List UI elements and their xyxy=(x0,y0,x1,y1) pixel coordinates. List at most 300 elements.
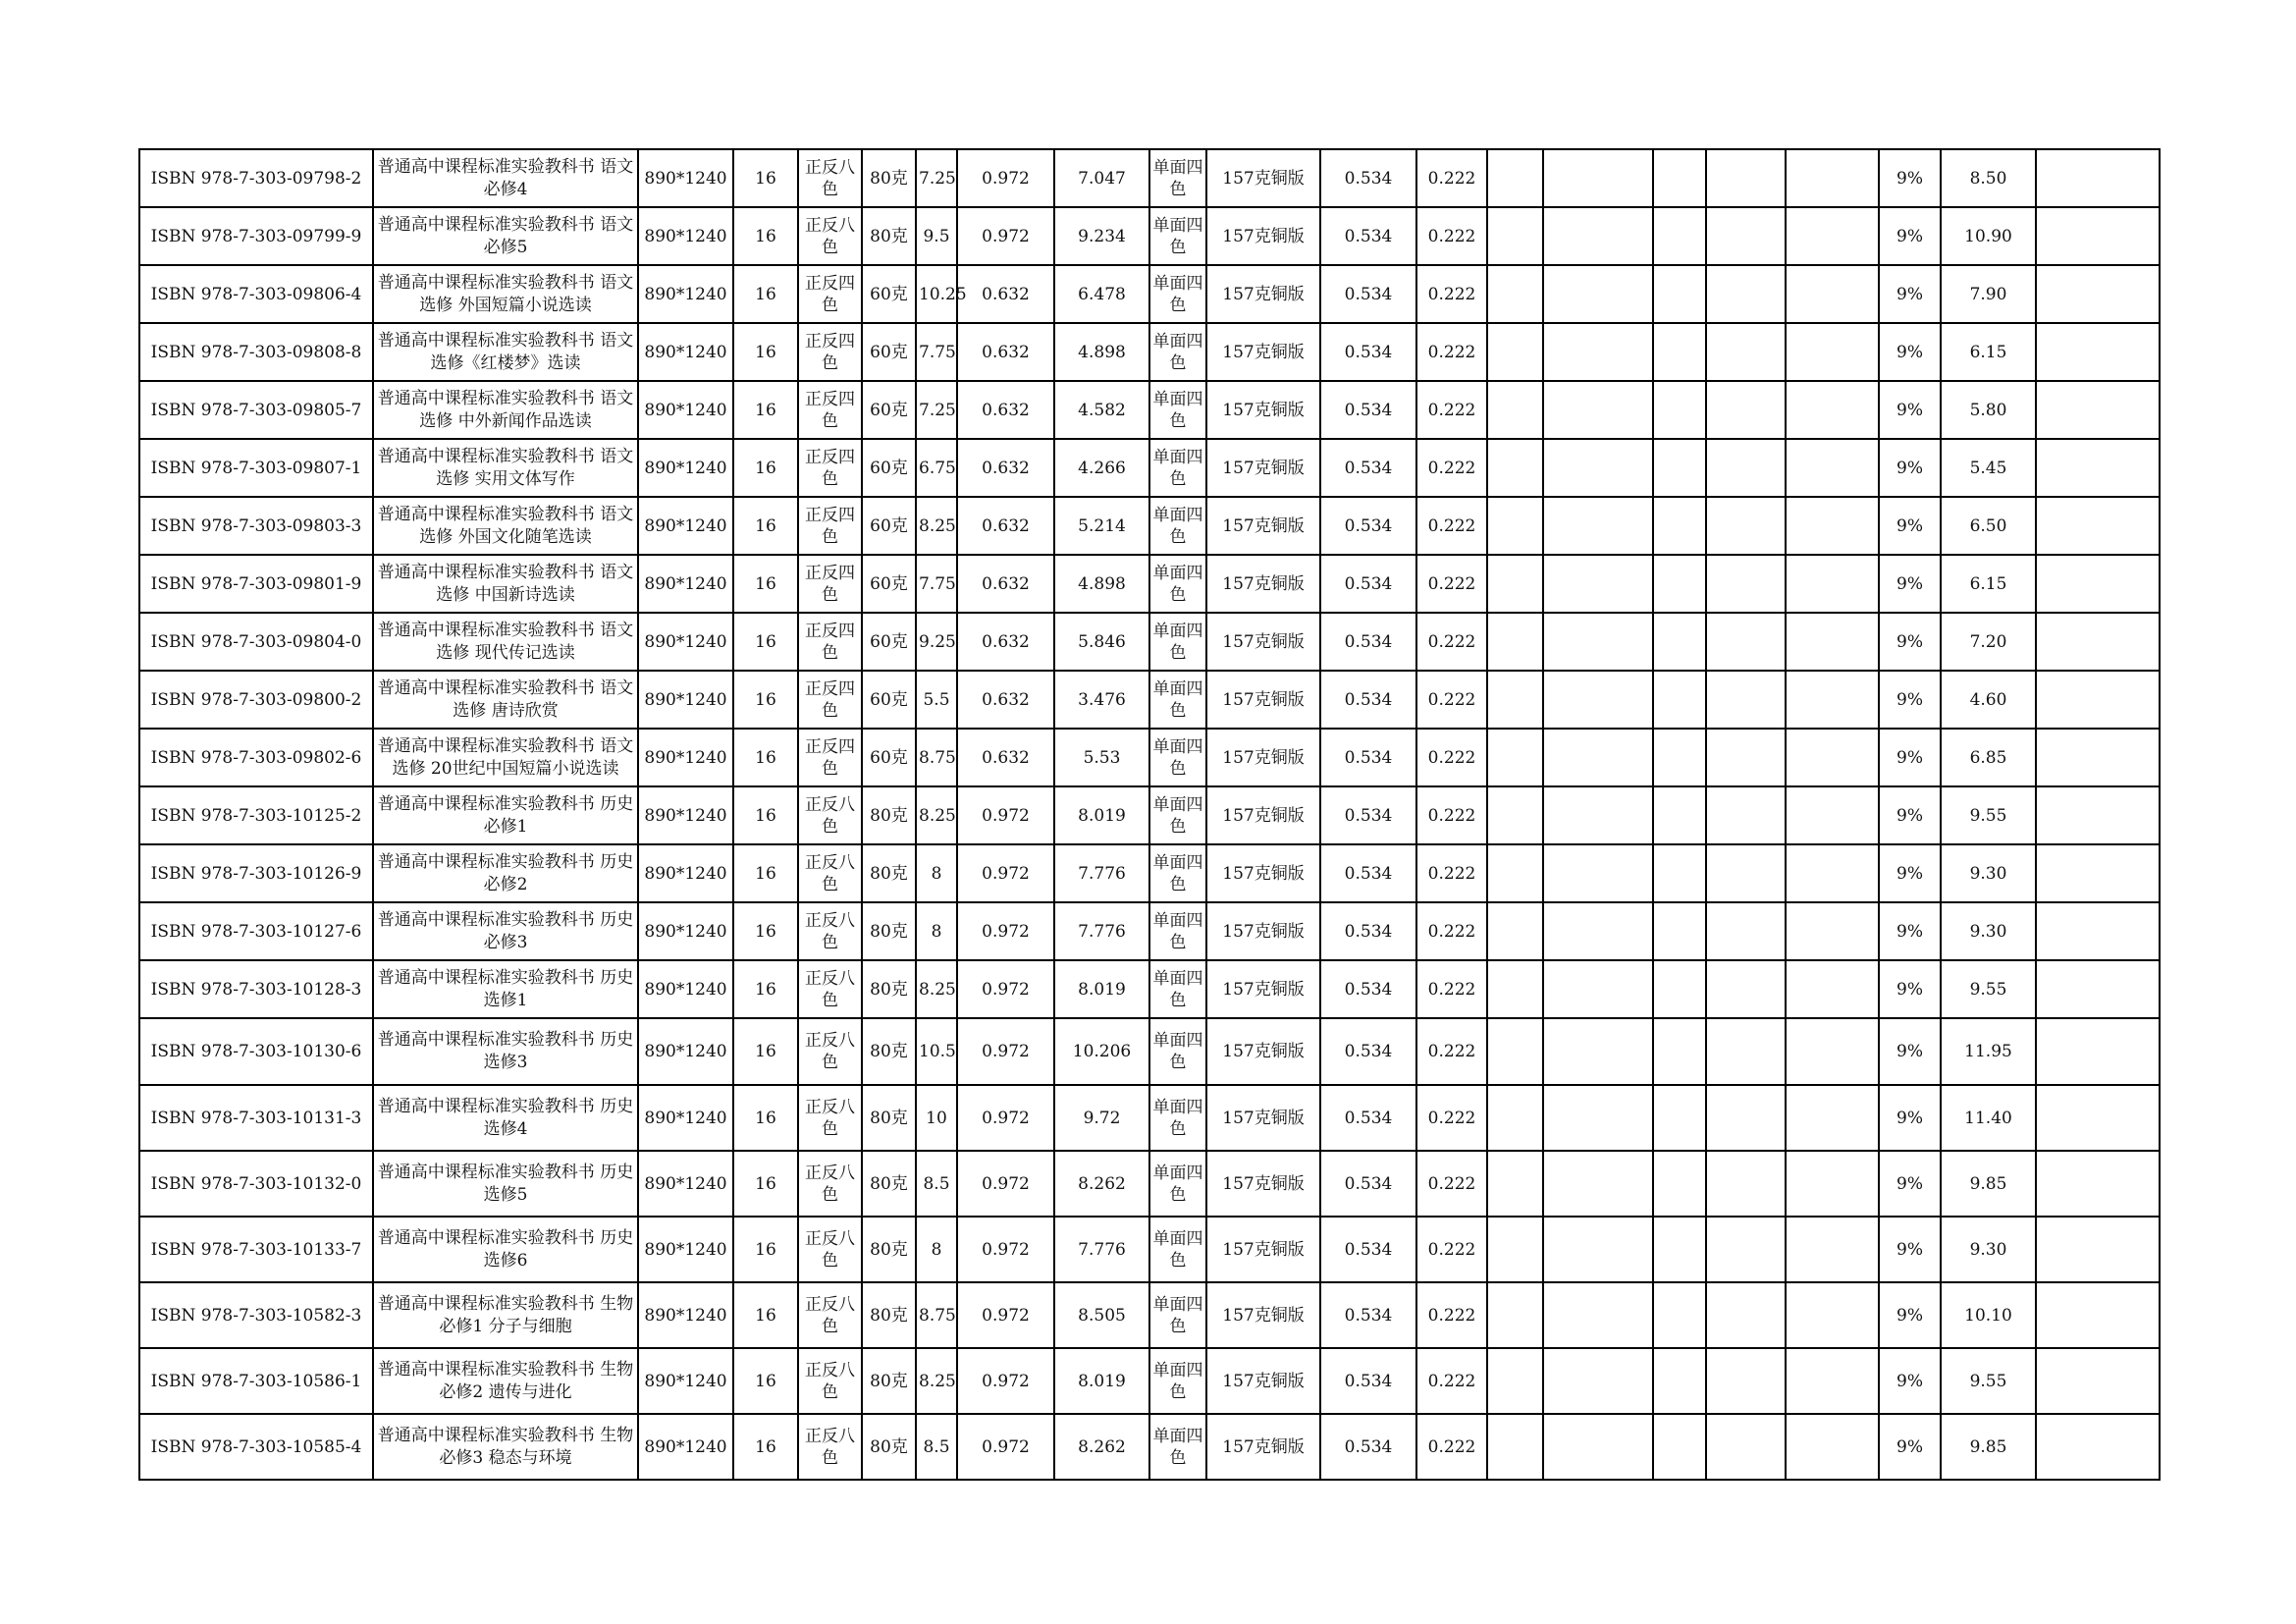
cell-cover-paper: 157克铜版 xyxy=(1206,1348,1320,1414)
cell-blank-5 xyxy=(1786,844,1879,902)
cell-blank-5 xyxy=(1786,902,1879,960)
cell-title: 普通高中课程标准实验教科书 语文选修 中国新诗选读 xyxy=(373,555,638,613)
cell-cover-paper: 157克铜版 xyxy=(1206,439,1320,497)
cell-remark xyxy=(2036,1151,2160,1217)
cell-price: 8.50 xyxy=(1941,149,2036,207)
cell-rate: 9% xyxy=(1879,902,1941,960)
cell-isbn: ISBN 978-7-303-10126-9 xyxy=(139,844,373,902)
cell-format: 890*1240 xyxy=(638,844,733,902)
cell-fold: 16 xyxy=(733,1151,798,1217)
cell-sheets: 7.75 xyxy=(916,555,957,613)
cell-sheets: 8.25 xyxy=(916,960,957,1018)
cell-format: 890*1240 xyxy=(638,1151,733,1217)
cell-blank-5 xyxy=(1786,149,1879,207)
table-row xyxy=(139,1414,2160,1480)
cell-fold: 16 xyxy=(733,1217,798,1282)
cell-format: 890*1240 xyxy=(638,439,733,497)
cell-unit-price: 0.632 xyxy=(957,613,1054,671)
cell-remark xyxy=(2036,149,2160,207)
cell-fold: 16 xyxy=(733,497,798,555)
table-row xyxy=(139,1282,2160,1348)
cell-blank-5 xyxy=(1786,1282,1879,1348)
cell-print-color: 正反八色 xyxy=(798,844,862,902)
cell-paper-weight: 80克 xyxy=(862,902,916,960)
cell-blank-5 xyxy=(1786,439,1879,497)
cell-blank-1 xyxy=(1487,265,1543,323)
cell-print-color: 正反四色 xyxy=(798,671,862,729)
cell-cover-paper: 157克铜版 xyxy=(1206,555,1320,613)
cell-blank-3 xyxy=(1653,265,1706,323)
cell-blank-2 xyxy=(1543,149,1653,207)
cell-format: 890*1240 xyxy=(638,1414,733,1480)
cell-cover-cost: 0.222 xyxy=(1416,555,1487,613)
cell-blank-2 xyxy=(1543,1217,1653,1282)
table-row xyxy=(139,902,2160,960)
cell-unit-price: 0.972 xyxy=(957,1018,1054,1085)
cell-blank-1 xyxy=(1487,671,1543,729)
cell-blank-5 xyxy=(1786,671,1879,729)
cell-blank-1 xyxy=(1487,1217,1543,1282)
cell-cover-cost: 0.222 xyxy=(1416,671,1487,729)
cell-paper-weight: 60克 xyxy=(862,265,916,323)
cell-unit-price: 0.972 xyxy=(957,149,1054,207)
cell-paper-cost: 8.019 xyxy=(1054,960,1149,1018)
table-row xyxy=(139,1151,2160,1217)
cell-blank-1 xyxy=(1487,323,1543,381)
cell-cover-cost: 0.222 xyxy=(1416,1151,1487,1217)
cell-rate: 9% xyxy=(1879,439,1941,497)
cell-blank-4 xyxy=(1706,613,1786,671)
cell-blank-5 xyxy=(1786,323,1879,381)
cell-unit-price: 0.632 xyxy=(957,497,1054,555)
cell-sheets: 7.25 xyxy=(916,381,957,439)
cell-isbn: ISBN 978-7-303-10133-7 xyxy=(139,1217,373,1282)
cell-paper-cost: 4.898 xyxy=(1054,555,1149,613)
cell-blank-4 xyxy=(1706,729,1786,786)
cell-rate: 9% xyxy=(1879,786,1941,844)
cell-format: 890*1240 xyxy=(638,1217,733,1282)
cell-sheets: 7.75 xyxy=(916,323,957,381)
cell-cover-print: 单面四色 xyxy=(1149,613,1206,671)
cell-blank-3 xyxy=(1653,786,1706,844)
cell-paper-weight: 60克 xyxy=(862,729,916,786)
cell-blank-5 xyxy=(1786,1151,1879,1217)
cell-cover-paper: 157克铜版 xyxy=(1206,902,1320,960)
table-row xyxy=(139,1348,2160,1414)
cell-blank-2 xyxy=(1543,381,1653,439)
cell-price: 9.85 xyxy=(1941,1414,2036,1480)
cell-title: 普通高中课程标准实验教科书 历史选修5 xyxy=(373,1151,638,1217)
cell-print-color: 正反四色 xyxy=(798,381,862,439)
cell-paper-cost: 5.53 xyxy=(1054,729,1149,786)
cell-unit-price: 0.972 xyxy=(957,844,1054,902)
cell-paper-weight: 80克 xyxy=(862,844,916,902)
table-row xyxy=(139,265,2160,323)
cell-blank-1 xyxy=(1487,1085,1543,1151)
table-row xyxy=(139,555,2160,613)
cell-cover-print: 单面四色 xyxy=(1149,960,1206,1018)
cell-print-color: 正反八色 xyxy=(798,1018,862,1085)
cell-fold: 16 xyxy=(733,671,798,729)
cell-blank-4 xyxy=(1706,497,1786,555)
cell-blank-3 xyxy=(1653,1018,1706,1085)
cell-isbn: ISBN 978-7-303-09803-3 xyxy=(139,497,373,555)
cell-cover-price: 0.534 xyxy=(1320,265,1416,323)
cell-fold: 16 xyxy=(733,902,798,960)
cell-remark xyxy=(2036,671,2160,729)
cell-unit-price: 0.972 xyxy=(957,207,1054,265)
cell-isbn: ISBN 978-7-303-09798-2 xyxy=(139,149,373,207)
cell-cover-price: 0.534 xyxy=(1320,613,1416,671)
cell-isbn: ISBN 978-7-303-09808-8 xyxy=(139,323,373,381)
cell-cover-paper: 157克铜版 xyxy=(1206,613,1320,671)
cell-blank-2 xyxy=(1543,671,1653,729)
cell-cover-cost: 0.222 xyxy=(1416,844,1487,902)
cell-blank-2 xyxy=(1543,1348,1653,1414)
cell-blank-1 xyxy=(1487,1018,1543,1085)
cell-paper-cost: 9.72 xyxy=(1054,1085,1149,1151)
cell-cover-cost: 0.222 xyxy=(1416,1018,1487,1085)
cell-blank-4 xyxy=(1706,265,1786,323)
cell-blank-3 xyxy=(1653,960,1706,1018)
cell-title: 普通高中课程标准实验教科书 语文选修 外国短篇小说选读 xyxy=(373,265,638,323)
cell-paper-cost: 8.505 xyxy=(1054,1282,1149,1348)
cell-rate: 9% xyxy=(1879,1018,1941,1085)
cell-fold: 16 xyxy=(733,381,798,439)
cell-fold: 16 xyxy=(733,786,798,844)
cell-blank-2 xyxy=(1543,323,1653,381)
cell-fold: 16 xyxy=(733,555,798,613)
cell-blank-4 xyxy=(1706,1151,1786,1217)
cell-rate: 9% xyxy=(1879,1085,1941,1151)
cell-isbn: ISBN 978-7-303-10131-3 xyxy=(139,1085,373,1151)
cell-fold: 16 xyxy=(733,613,798,671)
cell-blank-5 xyxy=(1786,265,1879,323)
cell-print-color: 正反八色 xyxy=(798,1282,862,1348)
cell-paper-weight: 60克 xyxy=(862,555,916,613)
cell-cover-paper: 157克铜版 xyxy=(1206,786,1320,844)
cell-blank-4 xyxy=(1706,555,1786,613)
cell-paper-cost: 4.266 xyxy=(1054,439,1149,497)
cell-price: 11.40 xyxy=(1941,1085,2036,1151)
cell-paper-weight: 80克 xyxy=(862,149,916,207)
cell-format: 890*1240 xyxy=(638,149,733,207)
cell-price: 9.55 xyxy=(1941,1348,2036,1414)
cell-print-color: 正反八色 xyxy=(798,1348,862,1414)
cell-blank-4 xyxy=(1706,381,1786,439)
cell-remark xyxy=(2036,786,2160,844)
cell-blank-3 xyxy=(1653,207,1706,265)
cell-isbn: ISBN 978-7-303-09802-6 xyxy=(139,729,373,786)
cell-cover-print: 单面四色 xyxy=(1149,1217,1206,1282)
cell-title: 普通高中课程标准实验教科书 生物必修1 分子与细胞 xyxy=(373,1282,638,1348)
cell-cover-print: 单面四色 xyxy=(1149,786,1206,844)
cell-price: 9.55 xyxy=(1941,786,2036,844)
cell-blank-3 xyxy=(1653,671,1706,729)
cell-blank-1 xyxy=(1487,844,1543,902)
cell-isbn: ISBN 978-7-303-10130-6 xyxy=(139,1018,373,1085)
cell-cover-cost: 0.222 xyxy=(1416,497,1487,555)
cell-paper-weight: 80克 xyxy=(862,786,916,844)
cell-paper-cost: 4.582 xyxy=(1054,381,1149,439)
cell-cover-price: 0.534 xyxy=(1320,1151,1416,1217)
cell-blank-4 xyxy=(1706,1282,1786,1348)
cell-rate: 9% xyxy=(1879,613,1941,671)
cell-cover-print: 单面四色 xyxy=(1149,439,1206,497)
cell-cover-paper: 157克铜版 xyxy=(1206,1414,1320,1480)
cell-blank-4 xyxy=(1706,439,1786,497)
cell-sheets: 9.25 xyxy=(916,613,957,671)
cell-blank-1 xyxy=(1487,149,1543,207)
cell-sheets: 8 xyxy=(916,902,957,960)
cell-paper-weight: 80克 xyxy=(862,1282,916,1348)
table-row xyxy=(139,439,2160,497)
cell-cover-paper: 157克铜版 xyxy=(1206,323,1320,381)
cell-blank-3 xyxy=(1653,439,1706,497)
cell-rate: 9% xyxy=(1879,1282,1941,1348)
cell-cover-print: 单面四色 xyxy=(1149,555,1206,613)
cell-blank-2 xyxy=(1543,1282,1653,1348)
cell-cover-print: 单面四色 xyxy=(1149,149,1206,207)
cell-blank-3 xyxy=(1653,613,1706,671)
cell-cover-paper: 157克铜版 xyxy=(1206,207,1320,265)
cell-cover-paper: 157克铜版 xyxy=(1206,671,1320,729)
cell-paper-weight: 60克 xyxy=(862,381,916,439)
cell-rate: 9% xyxy=(1879,497,1941,555)
cell-blank-4 xyxy=(1706,1018,1786,1085)
cell-cover-cost: 0.222 xyxy=(1416,902,1487,960)
cell-blank-1 xyxy=(1487,381,1543,439)
cell-isbn: ISBN 978-7-303-10132-0 xyxy=(139,1151,373,1217)
cell-blank-2 xyxy=(1543,207,1653,265)
cell-paper-cost: 8.262 xyxy=(1054,1414,1149,1480)
cell-price: 10.90 xyxy=(1941,207,2036,265)
cell-title: 普通高中课程标准实验教科书 历史必修1 xyxy=(373,786,638,844)
cell-sheets: 8.25 xyxy=(916,1348,957,1414)
cell-title: 普通高中课程标准实验教科书 历史必修2 xyxy=(373,844,638,902)
table-row xyxy=(139,613,2160,671)
cell-cover-print: 单面四色 xyxy=(1149,1151,1206,1217)
cell-cover-print: 单面四色 xyxy=(1149,1282,1206,1348)
cell-cover-price: 0.534 xyxy=(1320,729,1416,786)
cell-remark xyxy=(2036,1217,2160,1282)
cell-sheets: 8.5 xyxy=(916,1151,957,1217)
cell-title: 普通高中课程标准实验教科书 历史选修4 xyxy=(373,1085,638,1151)
cell-title: 普通高中课程标准实验教科书 语文选修 唐诗欣赏 xyxy=(373,671,638,729)
cell-blank-2 xyxy=(1543,497,1653,555)
cell-blank-2 xyxy=(1543,902,1653,960)
table-row xyxy=(139,960,2160,1018)
cell-paper-cost: 8.019 xyxy=(1054,1348,1149,1414)
cell-blank-5 xyxy=(1786,207,1879,265)
cell-paper-weight: 60克 xyxy=(862,439,916,497)
cell-isbn: ISBN 978-7-303-10127-6 xyxy=(139,902,373,960)
cell-fold: 16 xyxy=(733,439,798,497)
cell-unit-price: 0.972 xyxy=(957,1414,1054,1480)
cell-paper-cost: 9.234 xyxy=(1054,207,1149,265)
cell-cover-print: 单面四色 xyxy=(1149,844,1206,902)
cell-paper-weight: 80克 xyxy=(862,1018,916,1085)
cell-format: 890*1240 xyxy=(638,265,733,323)
cell-paper-weight: 80克 xyxy=(862,207,916,265)
cell-blank-2 xyxy=(1543,960,1653,1018)
cell-isbn: ISBN 978-7-303-09804-0 xyxy=(139,613,373,671)
cell-blank-1 xyxy=(1487,207,1543,265)
cell-fold: 16 xyxy=(733,1348,798,1414)
cell-blank-1 xyxy=(1487,613,1543,671)
cell-print-color: 正反四色 xyxy=(798,265,862,323)
cell-sheets: 8 xyxy=(916,1217,957,1282)
cell-paper-cost: 5.214 xyxy=(1054,497,1149,555)
cell-blank-2 xyxy=(1543,729,1653,786)
cell-sheets: 8 xyxy=(916,844,957,902)
cell-remark xyxy=(2036,497,2160,555)
cell-price: 6.50 xyxy=(1941,497,2036,555)
cell-remark xyxy=(2036,1018,2160,1085)
cell-cover-paper: 157克铜版 xyxy=(1206,960,1320,1018)
cell-blank-5 xyxy=(1786,497,1879,555)
cell-blank-1 xyxy=(1487,902,1543,960)
cell-title: 普通高中课程标准实验教科书 历史必修3 xyxy=(373,902,638,960)
cell-rate: 9% xyxy=(1879,323,1941,381)
cell-unit-price: 0.972 xyxy=(957,1151,1054,1217)
cell-cover-price: 0.534 xyxy=(1320,960,1416,1018)
cell-cover-cost: 0.222 xyxy=(1416,323,1487,381)
cell-paper-cost: 7.776 xyxy=(1054,902,1149,960)
cell-price: 7.90 xyxy=(1941,265,2036,323)
cell-isbn: ISBN 978-7-303-09807-1 xyxy=(139,439,373,497)
cell-cover-print: 单面四色 xyxy=(1149,265,1206,323)
cell-format: 890*1240 xyxy=(638,902,733,960)
cell-blank-4 xyxy=(1706,1217,1786,1282)
cell-rate: 9% xyxy=(1879,1348,1941,1414)
table-row xyxy=(139,786,2160,844)
table-row xyxy=(139,497,2160,555)
cell-unit-price: 0.972 xyxy=(957,960,1054,1018)
cell-price: 6.15 xyxy=(1941,323,2036,381)
cell-format: 890*1240 xyxy=(638,381,733,439)
table-row xyxy=(139,207,2160,265)
cell-cover-paper: 157克铜版 xyxy=(1206,1018,1320,1085)
cell-fold: 16 xyxy=(733,323,798,381)
cell-sheets: 6.75 xyxy=(916,439,957,497)
cell-blank-2 xyxy=(1543,265,1653,323)
cell-unit-price: 0.632 xyxy=(957,323,1054,381)
cell-fold: 16 xyxy=(733,1282,798,1348)
cell-cover-price: 0.534 xyxy=(1320,555,1416,613)
cell-blank-3 xyxy=(1653,381,1706,439)
cell-sheets: 5.5 xyxy=(916,671,957,729)
table-row xyxy=(139,671,2160,729)
cell-rate: 9% xyxy=(1879,1414,1941,1480)
cell-sheets: 8.25 xyxy=(916,786,957,844)
cell-fold: 16 xyxy=(733,265,798,323)
cell-rate: 9% xyxy=(1879,1151,1941,1217)
cell-paper-weight: 80克 xyxy=(862,960,916,1018)
cell-blank-5 xyxy=(1786,960,1879,1018)
cell-blank-4 xyxy=(1706,1348,1786,1414)
cell-cover-cost: 0.222 xyxy=(1416,960,1487,1018)
cell-fold: 16 xyxy=(733,1414,798,1480)
cell-rate: 9% xyxy=(1879,555,1941,613)
cell-unit-price: 0.632 xyxy=(957,439,1054,497)
cell-cover-print: 单面四色 xyxy=(1149,323,1206,381)
cell-blank-4 xyxy=(1706,671,1786,729)
cell-format: 890*1240 xyxy=(638,1348,733,1414)
cell-cover-price: 0.534 xyxy=(1320,439,1416,497)
cell-format: 890*1240 xyxy=(638,207,733,265)
cell-paper-weight: 60克 xyxy=(862,613,916,671)
cell-rate: 9% xyxy=(1879,960,1941,1018)
cell-price: 9.30 xyxy=(1941,1217,2036,1282)
cell-unit-price: 0.632 xyxy=(957,555,1054,613)
cell-cover-print: 单面四色 xyxy=(1149,671,1206,729)
cell-blank-1 xyxy=(1487,960,1543,1018)
cell-print-color: 正反四色 xyxy=(798,555,862,613)
cell-cover-cost: 0.222 xyxy=(1416,1085,1487,1151)
cell-cover-price: 0.534 xyxy=(1320,381,1416,439)
cell-cover-cost: 0.222 xyxy=(1416,1217,1487,1282)
cell-format: 890*1240 xyxy=(638,1282,733,1348)
cell-sheets: 9.5 xyxy=(916,207,957,265)
cell-cover-print: 单面四色 xyxy=(1149,497,1206,555)
cell-isbn: ISBN 978-7-303-10586-1 xyxy=(139,1348,373,1414)
cell-blank-3 xyxy=(1653,555,1706,613)
cell-sheets: 8.25 xyxy=(916,497,957,555)
cell-blank-2 xyxy=(1543,844,1653,902)
cell-paper-cost: 7.776 xyxy=(1054,1217,1149,1282)
cell-print-color: 正反四色 xyxy=(798,323,862,381)
cell-format: 890*1240 xyxy=(638,497,733,555)
table-row xyxy=(139,729,2160,786)
cell-blank-5 xyxy=(1786,1414,1879,1480)
cell-price: 6.15 xyxy=(1941,555,2036,613)
cell-cover-cost: 0.222 xyxy=(1416,613,1487,671)
cell-print-color: 正反八色 xyxy=(798,207,862,265)
cell-blank-4 xyxy=(1706,323,1786,381)
cell-blank-4 xyxy=(1706,1414,1786,1480)
cell-cover-paper: 157克铜版 xyxy=(1206,265,1320,323)
cell-unit-price: 0.972 xyxy=(957,1348,1054,1414)
cell-print-color: 正反八色 xyxy=(798,1414,862,1480)
cell-rate: 9% xyxy=(1879,381,1941,439)
cell-cover-cost: 0.222 xyxy=(1416,265,1487,323)
cell-blank-5 xyxy=(1786,381,1879,439)
cell-paper-cost: 4.898 xyxy=(1054,323,1149,381)
cell-paper-cost: 6.478 xyxy=(1054,265,1149,323)
table-row xyxy=(139,1085,2160,1151)
cell-blank-3 xyxy=(1653,1348,1706,1414)
cell-paper-cost: 10.206 xyxy=(1054,1018,1149,1085)
cell-fold: 16 xyxy=(733,729,798,786)
cell-cover-paper: 157克铜版 xyxy=(1206,1151,1320,1217)
cell-blank-4 xyxy=(1706,1085,1786,1151)
cell-price: 10.10 xyxy=(1941,1282,2036,1348)
cell-remark xyxy=(2036,555,2160,613)
cell-cover-paper: 157克铜版 xyxy=(1206,1282,1320,1348)
cell-unit-price: 0.632 xyxy=(957,671,1054,729)
cell-blank-3 xyxy=(1653,1085,1706,1151)
cell-blank-4 xyxy=(1706,207,1786,265)
cell-cover-cost: 0.222 xyxy=(1416,1414,1487,1480)
cell-blank-5 xyxy=(1786,729,1879,786)
cell-cover-paper: 157克铜版 xyxy=(1206,149,1320,207)
cell-price: 9.55 xyxy=(1941,960,2036,1018)
cell-blank-1 xyxy=(1487,1151,1543,1217)
cell-blank-1 xyxy=(1487,1282,1543,1348)
cell-title: 普通高中课程标准实验教科书 语文必修4 xyxy=(373,149,638,207)
cell-blank-5 xyxy=(1786,1348,1879,1414)
